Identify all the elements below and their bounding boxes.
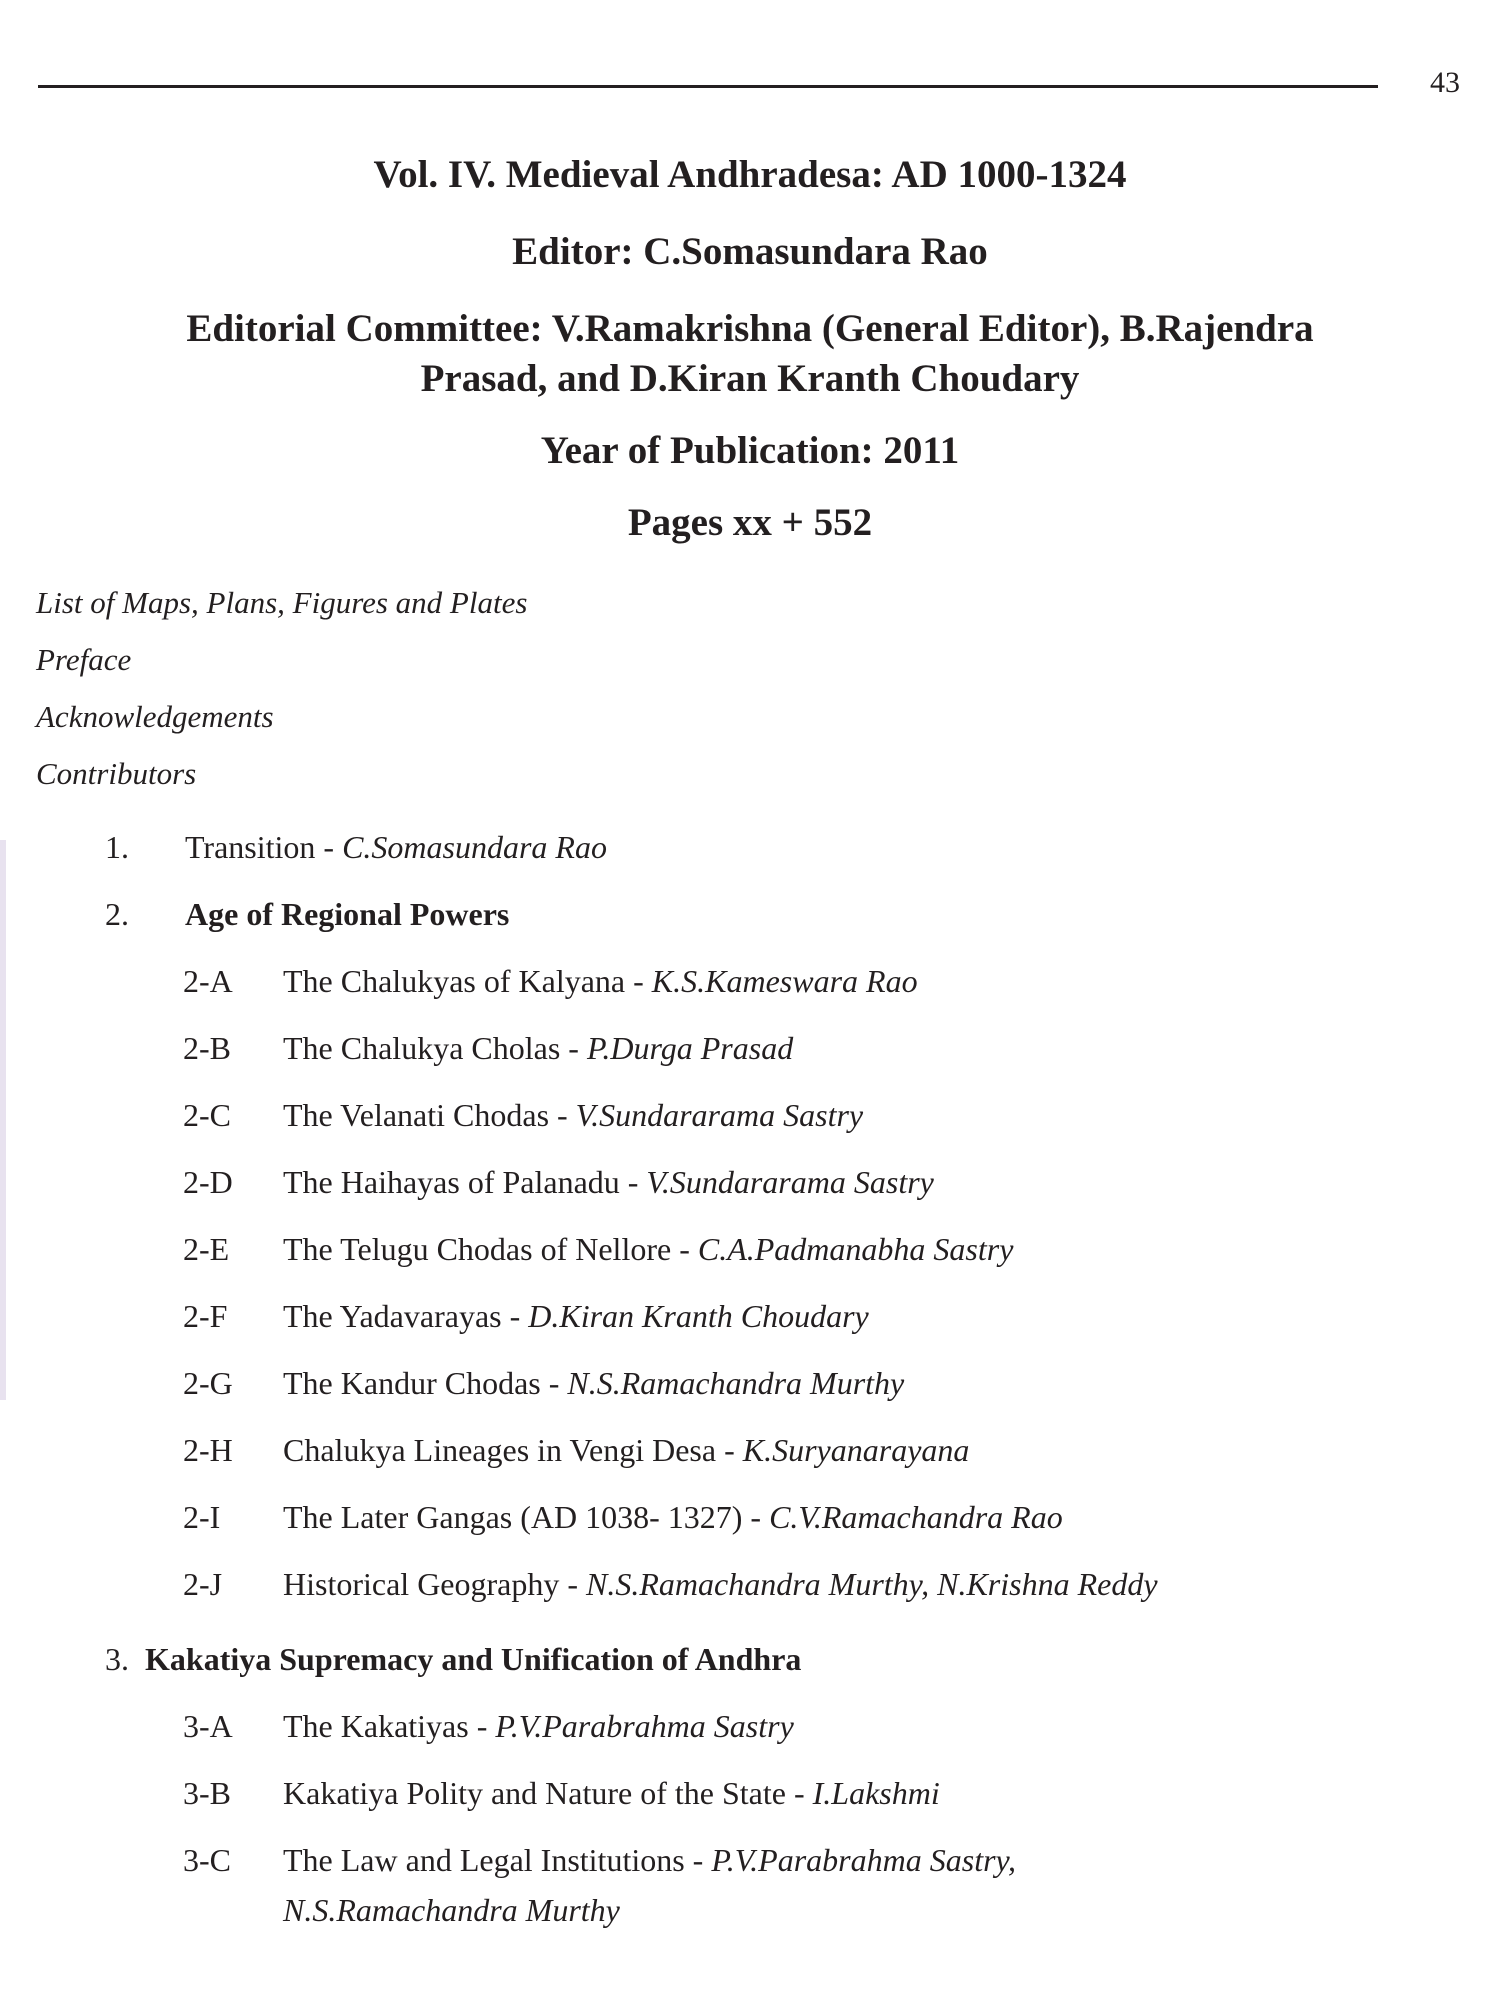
separator: - bbox=[549, 1097, 576, 1133]
chapter-number: 1. bbox=[105, 829, 129, 865]
section-entry-text bbox=[283, 1164, 934, 1201]
header-rule bbox=[38, 85, 1378, 88]
section-number: 2-I bbox=[183, 1499, 221, 1535]
volume-title-block bbox=[40, 150, 1460, 548]
section-title: The Telugu Chodas of Nellore bbox=[283, 1231, 672, 1267]
toc-section-continuation bbox=[283, 1892, 620, 1929]
separator: - bbox=[315, 829, 343, 865]
front-matter-item: Contributors bbox=[36, 756, 197, 791]
chapter-number: 2. bbox=[105, 896, 129, 932]
section-number: 3-B bbox=[183, 1775, 231, 1811]
section-author: P.V.Parabrahma Sastry bbox=[495, 1708, 794, 1744]
section-title: The Chalukyas of Kalyana bbox=[283, 963, 626, 999]
chapter-title: Age of Regional Powers bbox=[185, 896, 510, 932]
section-title: The Law and Legal Institutions bbox=[283, 1842, 685, 1878]
section-entry-text bbox=[283, 1499, 1063, 1536]
section-author-continued: N.S.Ramachandra Murthy bbox=[283, 1892, 620, 1928]
section-number: 2-E bbox=[183, 1231, 230, 1267]
section-author: D.Kiran Kranth Choudary bbox=[528, 1298, 869, 1334]
section-author: K.Suryanarayana bbox=[742, 1432, 970, 1468]
section-entry-text bbox=[283, 1365, 904, 1402]
section-author: N.S.Ramachandra Murthy bbox=[567, 1365, 905, 1401]
publication-year: Year of Publication: 2011 bbox=[540, 429, 960, 472]
separator: - bbox=[560, 1030, 587, 1066]
front-matter-list bbox=[36, 583, 527, 811]
section-entry-text bbox=[283, 1566, 1158, 1603]
chapter-author: C.Somasundara Rao bbox=[342, 829, 607, 865]
page-number: 43 bbox=[1430, 66, 1460, 99]
separator: - bbox=[559, 1566, 587, 1602]
section-number: 2-D bbox=[183, 1164, 233, 1200]
section-author: C.V.Ramachandra Rao bbox=[769, 1499, 1063, 1535]
editorial-committee-line-2: Prasad, and D.Kiran Kranth Choudary bbox=[420, 357, 1080, 400]
section-entry-text bbox=[283, 1708, 794, 1745]
separator: - bbox=[625, 963, 652, 999]
section-number: 2-J bbox=[183, 1566, 223, 1602]
separator: - bbox=[501, 1298, 529, 1334]
section-number: 2-A bbox=[183, 963, 233, 999]
section-title: Kakatiya Polity and Nature of the State bbox=[283, 1775, 786, 1811]
section-entry-text bbox=[283, 1231, 1013, 1268]
section-entry-text bbox=[283, 1775, 940, 1812]
separator: - bbox=[742, 1499, 770, 1535]
section-title: The Yadavarayas bbox=[283, 1298, 502, 1334]
separator: - bbox=[468, 1708, 496, 1744]
separator: - bbox=[619, 1164, 647, 1200]
page-edge-shadow bbox=[0, 840, 6, 1400]
section-author: C.A.Padmanabha Sastry bbox=[697, 1231, 1014, 1267]
chapter-number: 3. bbox=[105, 1641, 129, 1677]
chapter-title: Transition bbox=[185, 829, 316, 865]
section-title: The Later Gangas (AD 1038- 1327) bbox=[283, 1499, 743, 1535]
section-entry-text bbox=[283, 1432, 969, 1469]
page-count: Pages xx + 552 bbox=[627, 501, 873, 544]
section-title: The Velanati Chodas bbox=[283, 1097, 550, 1133]
section-number: 2-F bbox=[183, 1298, 228, 1334]
section-entry-text bbox=[283, 963, 918, 1000]
editorial-committee-line-1: Editorial Committee: V.Ramakrishna (General Editor), B.Rajendra bbox=[186, 307, 1314, 350]
section-author: N.S.Ramachandra Murthy, N.Krishna Reddy bbox=[586, 1566, 1158, 1602]
volume-title: Vol. IV. Medieval Andhradesa: AD 1000-1324 bbox=[373, 153, 1127, 196]
section-number: 2-B bbox=[183, 1030, 231, 1066]
front-matter-item: Acknowledgements bbox=[36, 699, 274, 734]
separator: - bbox=[785, 1775, 813, 1811]
section-author: V.Sundararama Sastry bbox=[575, 1097, 864, 1133]
section-author: I.Lakshmi bbox=[812, 1775, 940, 1811]
section-title: The Chalukya Cholas bbox=[283, 1030, 561, 1066]
section-title: Historical Geography bbox=[283, 1566, 560, 1602]
section-author: V.Sundararama Sastry bbox=[646, 1164, 934, 1200]
section-author: K.S.Kameswara Rao bbox=[651, 963, 918, 999]
section-author: P.V.Parabrahma Sastry, bbox=[711, 1842, 1016, 1878]
section-number: 2-C bbox=[183, 1097, 231, 1133]
section-entry-text bbox=[283, 1097, 863, 1134]
separator: - bbox=[684, 1842, 712, 1878]
chapter-entry-text bbox=[185, 829, 607, 866]
front-matter-item: List of Maps, Plans, Figures and Plates bbox=[36, 585, 528, 620]
section-number: 2-G bbox=[183, 1365, 233, 1401]
separator: - bbox=[540, 1365, 568, 1401]
separator: - bbox=[716, 1432, 743, 1468]
section-entry-text bbox=[283, 1842, 1016, 1879]
section-number: 3-C bbox=[183, 1842, 231, 1878]
section-number: 3-A bbox=[183, 1708, 233, 1744]
front-matter-item: Preface bbox=[36, 642, 132, 677]
section-title: The Haihayas of Palanadu bbox=[283, 1164, 620, 1200]
section-author: P.Durga Prasad bbox=[586, 1030, 794, 1066]
chapter-title: Kakatiya Supremacy and Unification of Andhra bbox=[145, 1641, 802, 1677]
section-title: The Kakatiyas bbox=[283, 1708, 469, 1744]
editor-line: Editor: C.Somasundara Rao bbox=[512, 230, 988, 273]
section-title: The Kandur Chodas bbox=[283, 1365, 541, 1401]
section-number: 2-H bbox=[183, 1432, 233, 1468]
section-title: Chalukya Lineages in Vengi Desa bbox=[283, 1432, 717, 1468]
separator: - bbox=[671, 1231, 698, 1267]
section-entry-text bbox=[283, 1298, 869, 1335]
section-entry-text bbox=[283, 1030, 793, 1067]
